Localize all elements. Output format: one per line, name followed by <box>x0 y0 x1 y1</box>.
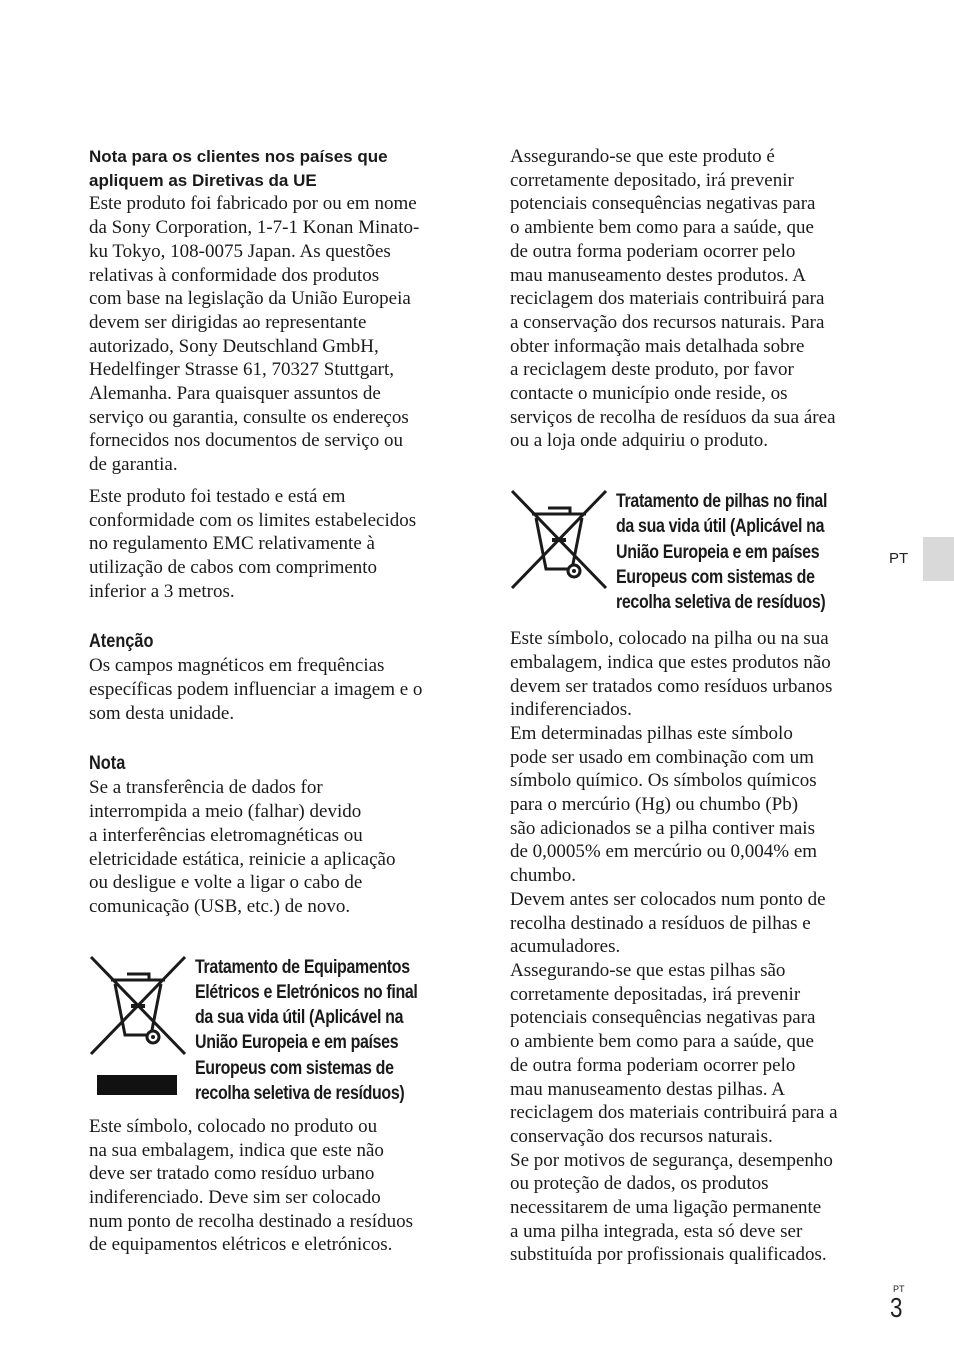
language-side-tab <box>923 537 954 581</box>
atencao-heading: Atenção <box>89 631 154 653</box>
left-column <box>89 145 461 1257</box>
nota-text: Se a transferência de dados for interrompida a meio (falhar) devido a interferências eletromagnéticas ou eletricidade estática, reinicie a aplicação ou desligue e volte a ligar o cabo de comunicação (USB, etc.) de novo. <box>89 777 396 917</box>
nota-heading: Nota <box>89 753 126 775</box>
weee-section <box>89 955 461 1106</box>
recycling-text: Assegurando-se que este produto é corretamente depositado, irá prevenir potenciais consequências negativas para o ambiente bem como para a saúde, que de outra forma poderiam ocorrer pelo mau manuseamento destes produtos. A reciclagem dos materiais contribuirá para a conservação dos recursos naturais. Para obter informação mais detalhada sobre a reciclagem deste produto, por favor contacte o município onde reside, os serviços de recolha de resíduos da sua área ou a loja onde adquiriu o produto. <box>510 146 836 452</box>
weee-heading: Tratamento de Equipamentos Elétricos e Eletrónicos no final da sua vida útil (Aplicável na União Europeia e em países Europeus com sistemas de recolha seletiva de resíduos) <box>195 956 418 1104</box>
side-tab-label: PT <box>889 550 909 567</box>
right-column <box>510 145 880 1267</box>
battery-text: Este símbolo, colocado na pilha ou na sua embalagem, indica que estes produtos não devem ser tratados como resíduos urbanos indiferenciados. Em determinadas pilhas este símbolo pode ser usado em combinação com um símbolo químico. Os símbolos químicos para o mercúrio (Hg) ou chumbo (Pb) são adicionados se a pilha contiver mais de 0,0005% em mercúrio ou 0,004% em chumbo. Devem antes ser colocados num ponto de recolha destinado a resíduos de pilhas e acumuladores. Assegurando-se que estas pilhas são corretamente depositadas, irá prevenir potenciais consequências negativas para o ambiente bem como para a saúde, que de outra forma poderiam ocorrer pelo mau manuseamento destas pilhas. A reciclagem dos materiais contribuirá para a conservação dos recursos naturais. Se por motivos de segurança, desempenho ou proteção de dados, os produtos necessitarem de uma ligação permanente a uma pilha integrada, esta só deve ser substituída por profissionais qualificados. <box>510 628 838 1266</box>
eu-directive-paragraph-2: Este produto foi testado e está em conformidade com os limites estabelecidos no regulamento EMC relativamente à utilização de cabos com comprimento inferior a 3 metros. <box>89 485 417 602</box>
crossed-out-wheelie-bin-icon <box>510 489 608 589</box>
eu-directive-heading: Nota para os clientes nos países que apliquem as Diretivas da UE <box>89 147 388 190</box>
eu-directive-paragraph-1: Este produto foi fabricado por ou em nome da Sony Corporation, 1-7-1 Konan Minato- ku Tokyo, 108-0075 Japan. As questões relativas à conformidade dos produtos com base na legislação da União Europeia devem ser dirigidas ao representante autorizado, Sony Deutschland GmbH, Hedelfinger Strasse 61, 70327 Stuttgart, Alemanha. Para quaisquer assuntos de serviço ou garantia, consulte os endereços fornecidos nos documentos de serviço ou de garantia. <box>89 193 420 476</box>
page-lang-label: PT <box>893 1284 905 1294</box>
battery-heading: Tratamento de pilhas no final da sua vida útil (Aplicável na União Europeia e em países Europeus com sistemas de recolha seletiva de resíduos) <box>616 491 828 613</box>
atencao-text: Os campos magnéticos em frequências específicas podem influenciar a imagem e o som desta unidade. <box>89 655 423 724</box>
page-number: 3 <box>890 1292 903 1323</box>
battery-section <box>510 489 880 615</box>
crossed-out-wheelie-bin-icon <box>89 955 187 1100</box>
weee-text: Este símbolo, colocado no produto ou na sua embalagem, indica que este não deve ser tratado como resíduo urbano indiferenciado. Deve sim ser colocado num ponto de recolha destinado a resíduos de equipamentos elétricos e eletrónicos. <box>89 1115 413 1256</box>
